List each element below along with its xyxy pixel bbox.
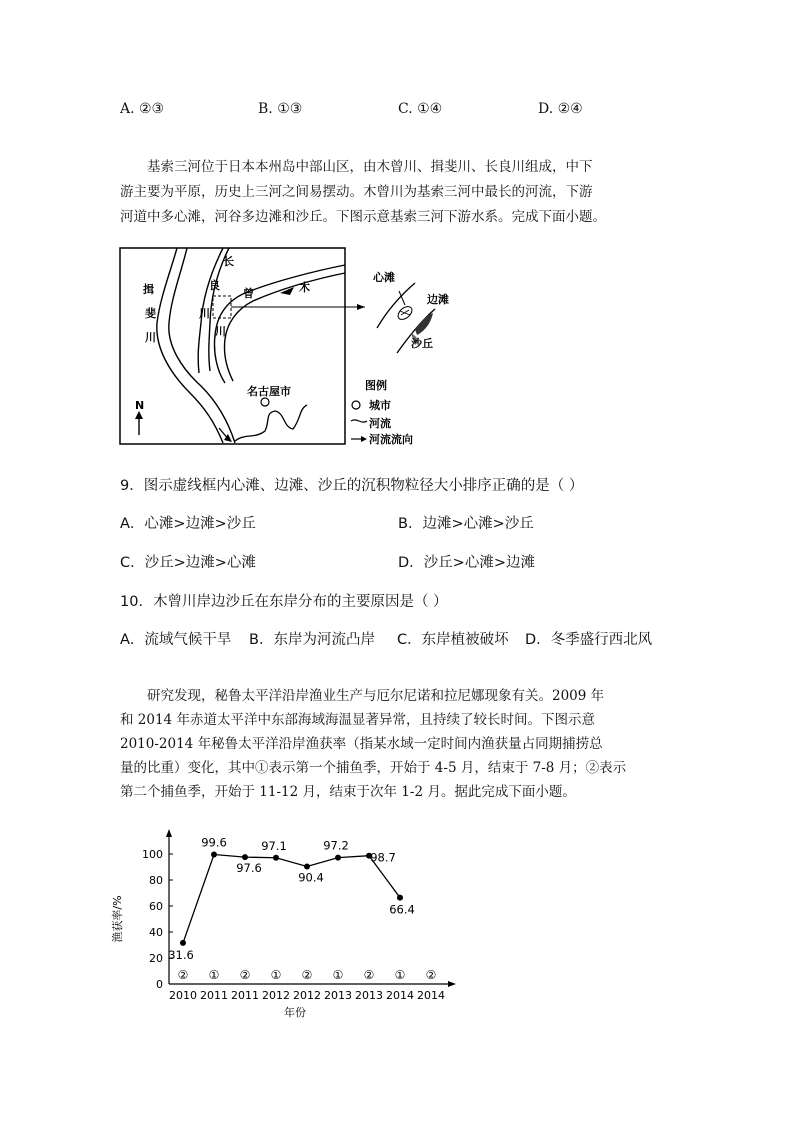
- season-mark: ②: [239, 968, 251, 982]
- inset-side-bar: [415, 313, 433, 335]
- nagoya-city-symbol: [261, 398, 269, 406]
- legend-river-symbol: [351, 420, 367, 422]
- y-tick-label: 80: [149, 874, 163, 887]
- data-label: 31.6: [168, 947, 194, 962]
- prev-option-d: D. ②④: [538, 101, 583, 117]
- x-tick-label: 2011: [200, 989, 228, 1002]
- north-label: N: [135, 399, 145, 412]
- nagara-label-2: 良: [209, 279, 220, 292]
- prev-option-a: A. ②③: [120, 101, 165, 117]
- nagara-label-3: 川: [199, 307, 210, 320]
- x-tick-label: 2013: [355, 989, 383, 1002]
- season-mark: ①: [394, 968, 406, 982]
- passage2-line-2: 和 2014 年赤道太平洋中东部海域海温显著异常，且持续了较长时间。下图示意: [120, 712, 595, 728]
- prev-option-c: C. ①④: [398, 101, 443, 117]
- data-point: [242, 854, 248, 860]
- y-tick-label: 20: [149, 952, 163, 965]
- data-point: [335, 855, 341, 861]
- data-label: 66.4: [389, 902, 415, 917]
- data-label: 90.4: [298, 870, 324, 885]
- y-tick-label: 40: [149, 926, 163, 939]
- data-point: [397, 895, 403, 901]
- y-tick-label: 100: [142, 848, 163, 861]
- q10-option-d: D．冬季盛行西北风: [525, 632, 653, 648]
- kiso-label-1: 川: [215, 325, 226, 338]
- data-point: [273, 855, 279, 861]
- kiso-label-3: 木: [299, 281, 310, 294]
- y-tick-label: 60: [149, 900, 163, 913]
- y-axis-label: 渔获率/%: [111, 895, 124, 943]
- legend-city-symbol: [352, 401, 360, 409]
- passage2-line-3: 2010-2014 年秘鲁太平洋沿岸渔获率（指某水域一定时间内渔获量占同期捕捞总: [120, 736, 603, 752]
- data-label: 97.6: [236, 861, 262, 876]
- coastline: [235, 405, 307, 441]
- ibi-label-2: 斐: [145, 307, 156, 320]
- legend-flow-label: 河流流向: [369, 433, 413, 446]
- legend-city-label: 城市: [369, 399, 391, 412]
- season-mark: ①: [332, 968, 344, 982]
- y-axis-arrowhead: [166, 829, 172, 837]
- x-axis-label: 年份: [284, 1006, 306, 1019]
- q9-option-a: A．心滩>边滩>沙丘: [120, 516, 256, 532]
- x-tick-label: 2013: [324, 989, 352, 1002]
- q10-stem: 10．木曾川岸边沙丘在东岸分布的主要原因是（ ）: [120, 594, 448, 610]
- ibi-label-1: 揖: [143, 283, 154, 296]
- season-mark: ①: [270, 968, 282, 982]
- x-tick-label: 2012: [262, 989, 290, 1002]
- nagara-label-1: 长: [223, 255, 234, 268]
- fishery-catch-rate-chart: [105, 825, 465, 1025]
- passage1-line-2: 游主要为平原，历史上三河之间易摆动。木曾川为基索三河中最长的河流，下游: [120, 184, 593, 200]
- q9-option-b: B．边滩>心滩>沙丘: [398, 516, 534, 532]
- ibi-label-3: 川: [145, 331, 156, 344]
- legend-title: 图例: [365, 379, 387, 392]
- passage1-line-3: 河道中多心滩，河谷多边滩和沙丘。下图示意基索三河下游水系。完成下面小题。: [120, 209, 606, 225]
- passage2-line-1: 研究发现，秘鲁太平洋沿岸渔业生产与厄尔尼诺和拉尼娜现象有关。2009 年: [147, 688, 605, 704]
- season-mark: ②: [177, 968, 189, 982]
- x-axis-arrowhead: [448, 981, 456, 987]
- x-tick-label: 2012: [293, 989, 321, 1002]
- inset-dune-label: 沙丘: [411, 337, 433, 350]
- data-point: [180, 940, 186, 946]
- x-tick-label: 2011: [231, 989, 259, 1002]
- kiso-river-map: [115, 243, 449, 450]
- season-mark: ①: [208, 968, 220, 982]
- season-mark: ②: [363, 968, 375, 982]
- x-tick-label: 2014: [386, 989, 414, 1002]
- data-point: [211, 852, 217, 858]
- q9-stem: 9．图示虚线框内心滩、边滩、沙丘的沉积物粒径大小排序正确的是（ ）: [120, 478, 584, 494]
- data-point: [304, 863, 310, 869]
- data-label: 97.2: [323, 838, 349, 853]
- map-frame: [120, 248, 345, 444]
- data-label: 97.1: [261, 838, 287, 853]
- series-line: [183, 855, 400, 943]
- legend-river-label: 河流: [369, 417, 391, 430]
- passage2-line-4: 量的比重）变化，其中①表示第一个捕鱼季，开始于 4-5 月，结束于 7-8 月；②表示: [120, 760, 627, 776]
- kiso-river-north-bank: [214, 265, 345, 383]
- data-label: 98.7: [370, 850, 396, 865]
- dashed-study-box: [213, 296, 231, 318]
- inset-pointer-arrowhead: [357, 304, 365, 310]
- q10-option-b: B．东岸为河流凸岸: [249, 632, 375, 648]
- passage2-line-5: 第二个捕鱼季，开始于 11-12 月，结束于次年 1-2 月。据此完成下面小题。: [120, 784, 576, 800]
- x-tick-label: 2014: [417, 989, 445, 1002]
- season-mark: ②: [301, 968, 313, 982]
- prev-option-b: B. ①③: [258, 101, 303, 117]
- north-arrow-head: [135, 411, 143, 419]
- data-label: 99.6: [201, 835, 227, 850]
- x-tick-label: 2010: [169, 989, 197, 1002]
- ibi-river-west-bank: [157, 248, 223, 443]
- q10-option-c: C．东岸植被破坏: [397, 632, 509, 648]
- nagoya-label: 名古屋市: [247, 385, 291, 398]
- y-tick-label: 0: [156, 978, 163, 991]
- inset-sidebar-label: 边滩: [427, 293, 449, 306]
- season-mark: ②: [425, 968, 437, 982]
- q10-option-a: A．流域气候干旱: [120, 632, 232, 648]
- kiso-label-2: 曾: [243, 287, 254, 300]
- inset-midbar-label: 心滩: [373, 271, 395, 284]
- q9-option-c: C．沙丘>边滩>心滩: [120, 555, 256, 571]
- passage1-line-1: 基索三河位于日本本州岛中部山区，由木曾川、揖斐川、长良川组成，中下: [147, 159, 593, 175]
- q9-option-d: D．沙丘>心滩>边滩: [398, 555, 535, 571]
